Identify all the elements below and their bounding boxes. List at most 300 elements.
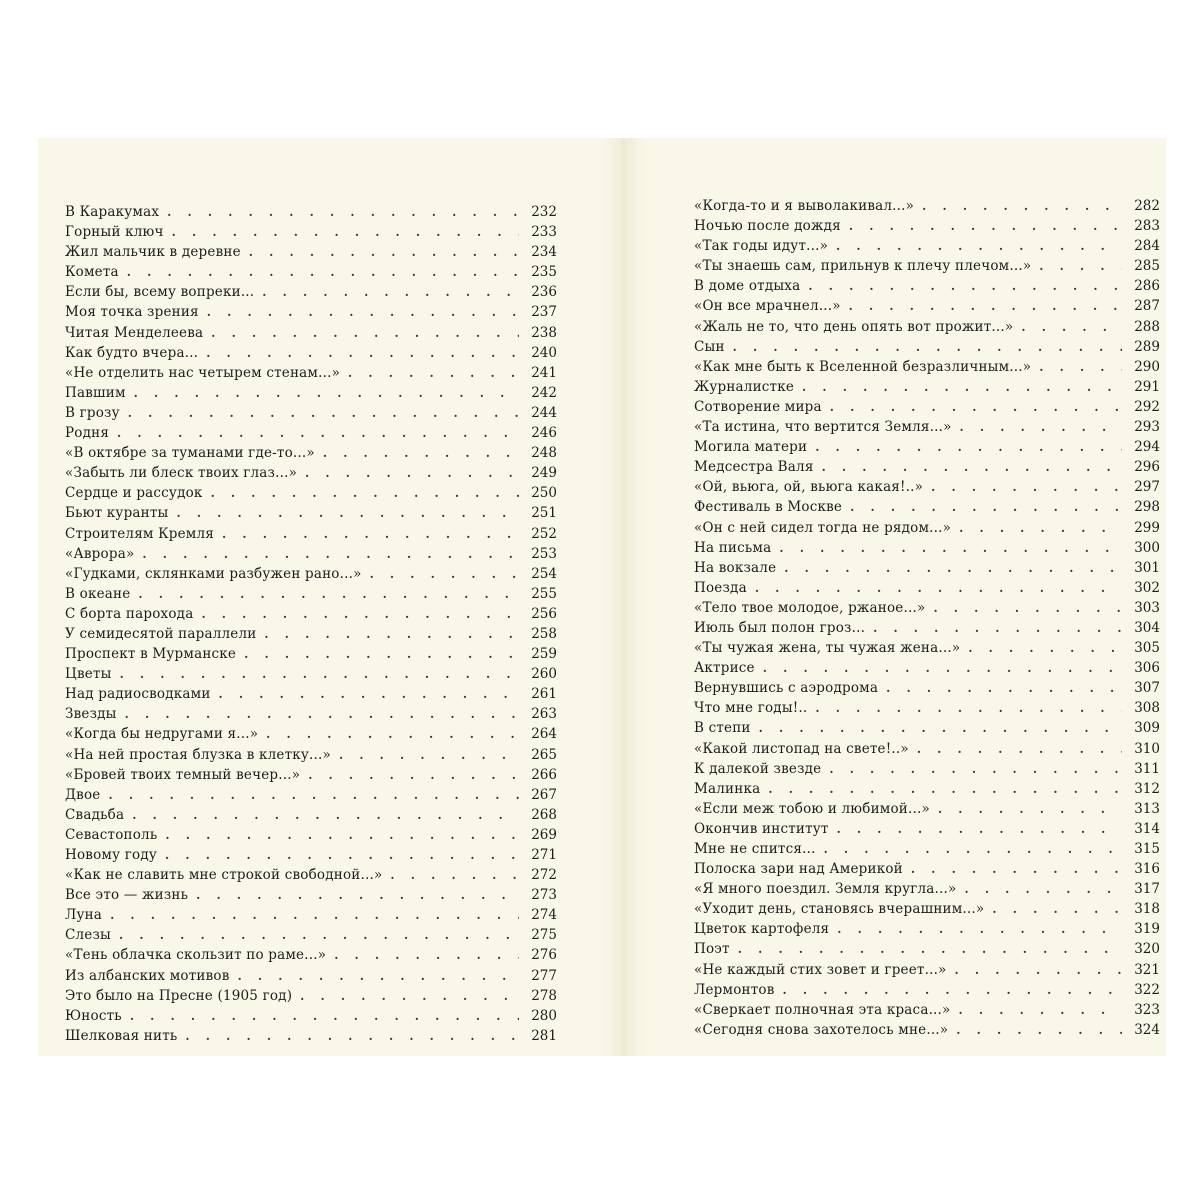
toc-entry <box>694 417 1160 437</box>
entry-page-number: 244 <box>531 404 557 421</box>
entry-page-number: 285 <box>1134 258 1160 275</box>
dot-leader <box>390 865 519 885</box>
entry-title: Над радиосводками <box>65 686 211 703</box>
toc-entry <box>65 785 557 805</box>
toc-entry <box>694 477 1160 497</box>
dot-leader <box>733 337 1122 357</box>
toc-entry <box>694 899 1160 919</box>
dot-leader <box>824 839 1122 859</box>
entry-title: Из албанских мотивов <box>65 967 230 984</box>
entry-title: Цветы <box>65 666 112 683</box>
entry-page-number: 258 <box>531 625 557 642</box>
toc-entry <box>65 986 557 1006</box>
dot-leader <box>763 658 1122 678</box>
entry-title: «Так годы идут...» <box>694 238 829 255</box>
toc-entry <box>694 779 1160 799</box>
toc-entry <box>65 242 557 262</box>
toc-entry <box>65 905 557 925</box>
dot-leader <box>933 598 1122 618</box>
toc-entry <box>694 437 1160 457</box>
dot-leader <box>165 845 519 865</box>
entry-page-number: 307 <box>1134 680 1160 697</box>
toc-entry <box>694 879 1160 899</box>
toc-entry <box>65 684 557 704</box>
toc-entry <box>694 357 1160 377</box>
entry-title: Жил мальчик в деревне <box>65 244 241 261</box>
entry-page-number: 316 <box>1134 861 1160 878</box>
entry-title: «На ней простая блузка в клетку...» <box>65 746 331 763</box>
entry-title: «Сверкает полночная эта краса...» <box>694 1001 951 1018</box>
entry-page-number: 291 <box>1134 378 1160 395</box>
toc-entry <box>65 282 557 302</box>
dot-leader <box>783 980 1122 1000</box>
entry-page-number: 284 <box>1134 238 1160 255</box>
toc-entry <box>65 524 557 544</box>
dot-leader <box>911 859 1122 879</box>
dot-leader <box>755 578 1122 598</box>
table-of-contents-left <box>65 202 557 1046</box>
dot-leader <box>1039 357 1122 377</box>
book-spread <box>38 138 1166 1056</box>
entry-title: «Он все мрачнел...» <box>694 298 841 315</box>
entry-page-number: 318 <box>1134 901 1160 918</box>
toc-entry <box>694 759 1160 779</box>
dot-leader <box>784 558 1122 578</box>
entry-title: К далекой звезде <box>694 760 822 777</box>
dot-leader <box>134 383 519 403</box>
entry-title: Проспект в Мурманске <box>65 646 237 663</box>
entry-page-number: 283 <box>1134 218 1160 235</box>
entry-page-number: 233 <box>531 224 557 241</box>
dot-leader <box>201 604 519 624</box>
entry-page-number: 274 <box>531 907 557 924</box>
entry-page-number: 301 <box>1134 559 1160 576</box>
dot-leader <box>167 202 519 222</box>
dot-leader <box>815 698 1122 718</box>
entry-page-number: 240 <box>531 344 557 361</box>
entry-page-number: 236 <box>531 284 557 301</box>
dot-leader <box>850 497 1122 517</box>
entry-title: Юность <box>65 1007 122 1024</box>
toc-entry <box>65 222 557 242</box>
toc-entry <box>65 805 557 825</box>
entry-page-number: 271 <box>531 847 557 863</box>
dot-leader <box>836 236 1122 256</box>
entry-title: Актрисе <box>694 660 755 677</box>
toc-entry <box>65 664 557 684</box>
dot-leader <box>960 417 1122 437</box>
entry-page-number: 259 <box>531 646 557 663</box>
dot-leader <box>196 885 519 905</box>
entry-page-number: 293 <box>1134 419 1160 436</box>
entry-title: Как будто вчера... <box>65 344 199 361</box>
entry-title: «Ты знаешь сам, прильнув к плечу плечом...» <box>694 258 1032 275</box>
dot-leader <box>759 718 1122 738</box>
toc-entry <box>694 256 1160 276</box>
entry-page-number: 296 <box>1134 459 1160 476</box>
dot-leader <box>117 423 519 443</box>
table-of-contents-right <box>694 196 1160 1040</box>
toc-entry <box>65 925 557 945</box>
entry-page-number: 317 <box>1134 881 1160 898</box>
toc-entry <box>694 678 1160 698</box>
entry-page-number: 273 <box>531 887 557 904</box>
entry-page-number: 313 <box>1134 800 1160 817</box>
entry-page-number: 250 <box>531 485 557 502</box>
toc-entry <box>694 819 1160 839</box>
toc-entry <box>65 383 557 403</box>
dot-leader <box>768 779 1122 799</box>
book-gutter <box>600 138 648 1056</box>
toc-entry <box>694 377 1160 397</box>
toc-entry <box>65 966 557 986</box>
dot-leader <box>219 684 519 704</box>
toc-entry <box>65 544 557 564</box>
dot-leader <box>142 544 519 564</box>
toc-entry <box>65 604 557 624</box>
toc-entry <box>694 518 1160 538</box>
entry-page-number: 280 <box>531 1007 557 1024</box>
dot-leader <box>830 397 1122 417</box>
entry-title: Читая Менделеева <box>65 324 204 341</box>
entry-title: «Та истина, что вертится Земля...» <box>694 419 952 436</box>
dot-leader <box>207 302 519 322</box>
entry-page-number: 303 <box>1134 599 1160 616</box>
toc-entry <box>694 718 1160 738</box>
dot-leader <box>829 759 1122 779</box>
toc-entry <box>65 443 557 463</box>
dot-leader <box>323 443 519 463</box>
toc-entry <box>65 765 557 785</box>
toc-entry <box>694 939 1160 959</box>
entry-page-number: 288 <box>1134 318 1160 335</box>
entry-page-number: 260 <box>531 666 557 683</box>
toc-entry <box>694 216 1160 236</box>
entry-page-number: 272 <box>531 867 557 884</box>
right-page <box>648 138 1166 1056</box>
entry-page-number: 306 <box>1134 660 1160 677</box>
toc-entry <box>694 698 1160 718</box>
entry-title: Полоска зари над Америкой <box>694 861 903 878</box>
entry-title: Мне не спится... <box>694 841 816 857</box>
entry-title: Двое <box>65 786 101 803</box>
toc-entry <box>694 598 1160 618</box>
toc-entry <box>65 262 557 282</box>
entry-title: Июль был полон гроз... <box>694 619 866 636</box>
entry-title: Сердце и рассудок <box>65 485 203 502</box>
entry-title: Бьют куранты <box>65 505 169 522</box>
dot-leader <box>266 724 519 744</box>
entry-title: Свадьба <box>65 806 125 823</box>
entry-page-number: 256 <box>531 605 557 622</box>
entry-page-number: 266 <box>531 766 557 783</box>
entry-page-number: 277 <box>531 967 557 984</box>
entry-page-number: 305 <box>1134 640 1160 657</box>
entry-page-number: 321 <box>1134 961 1160 978</box>
entry-page-number: 269 <box>531 826 557 843</box>
dot-leader <box>305 463 519 483</box>
dot-leader <box>370 564 519 584</box>
entry-title: «Как мне быть к Вселенной безразличным...» <box>694 358 1032 375</box>
entry-title: Севастополь <box>65 826 158 843</box>
left-page <box>38 138 600 1056</box>
toc-entry <box>65 323 557 343</box>
toc-entry <box>65 564 557 584</box>
dot-leader <box>992 899 1122 919</box>
entry-title: «Как не славить мне строкой свободной...» <box>65 867 383 884</box>
entry-page-number: 309 <box>1134 720 1160 737</box>
entry-title: Луна <box>65 907 103 924</box>
dot-leader <box>837 919 1122 939</box>
entry-title: «Бровей твоих темный вечер...» <box>65 766 301 783</box>
entry-page-number: 255 <box>531 585 557 602</box>
entry-title: Горный ключ <box>65 224 164 241</box>
entry-title: «Тело твое молодое, ржаное...» <box>694 599 926 616</box>
entry-page-number: 249 <box>531 465 557 482</box>
toc-entry <box>694 397 1160 417</box>
entry-page-number: 251 <box>531 505 557 522</box>
entry-page-number: 234 <box>531 244 557 261</box>
dot-leader <box>922 196 1122 216</box>
entry-title: Цветок картофеля <box>694 921 830 938</box>
toc-entry <box>694 538 1160 558</box>
dot-leader <box>128 403 519 423</box>
toc-entry <box>65 1026 557 1046</box>
entry-page-number: 310 <box>1134 740 1160 757</box>
dot-leader <box>849 216 1122 236</box>
entry-title: Новому году <box>65 847 158 863</box>
dot-leader <box>779 538 1122 558</box>
entry-title: Ночью после дождя <box>694 218 841 235</box>
toc-entry <box>694 1020 1160 1040</box>
dot-leader <box>802 377 1122 397</box>
entry-title: «Я много поездил. Земля кругла...» <box>694 881 957 898</box>
toc-entry <box>65 202 557 222</box>
toc-entry <box>65 363 557 383</box>
entry-page-number: 300 <box>1134 539 1160 556</box>
entry-title: Вернувшись с аэродрома <box>694 680 879 697</box>
entry-title: «Жаль не то, что день опять вот прожит...» <box>694 318 1014 335</box>
entry-page-number: 246 <box>531 425 557 442</box>
dot-leader <box>931 477 1122 497</box>
entry-title: Если бы, всему вопреки... <box>65 284 255 301</box>
dot-leader <box>917 739 1122 759</box>
entry-title: Комета <box>65 264 119 281</box>
entry-page-number: 324 <box>1134 1021 1160 1038</box>
dot-leader <box>339 745 519 765</box>
toc-entry <box>694 296 1160 316</box>
dot-leader <box>808 276 1122 296</box>
toc-entry <box>694 618 1160 638</box>
entry-title: «Когда-то и я выволакивал...» <box>694 198 915 214</box>
dot-leader <box>264 624 519 644</box>
dot-leader <box>125 704 519 724</box>
entry-title: Павшим <box>65 384 126 401</box>
entry-page-number: 268 <box>531 806 557 823</box>
dot-leader <box>1039 256 1122 276</box>
dot-leader <box>185 1026 519 1046</box>
toc-entry <box>65 644 557 664</box>
toc-entry <box>694 799 1160 819</box>
entry-page-number: 276 <box>531 947 557 964</box>
entry-page-number: 294 <box>1134 439 1160 456</box>
toc-entry <box>65 584 557 604</box>
entry-page-number: 304 <box>1134 619 1160 636</box>
entry-page-number: 281 <box>531 1027 557 1044</box>
entry-page-number: 232 <box>531 204 557 220</box>
toc-entry <box>65 483 557 503</box>
dot-leader <box>120 664 519 684</box>
toc-entry <box>694 558 1160 578</box>
entry-title: Звезды <box>65 706 117 723</box>
dot-leader <box>172 222 519 242</box>
toc-entry <box>694 317 1160 337</box>
toc-entry <box>694 497 1160 517</box>
entry-title: В океане <box>65 585 131 602</box>
entry-page-number: 314 <box>1134 820 1160 837</box>
dot-leader <box>334 945 519 965</box>
toc-entry <box>65 845 557 865</box>
entry-title: «Ты чужая жена, ты чужая жена...» <box>694 640 961 657</box>
entry-title: Окончив институт <box>694 820 829 837</box>
dot-leader <box>955 960 1122 980</box>
toc-entry <box>694 196 1160 216</box>
dot-leader <box>130 1006 519 1026</box>
entry-page-number: 319 <box>1134 921 1160 938</box>
entry-page-number: 248 <box>531 445 557 462</box>
entry-title: «Уходит день, становясь вчерашним...» <box>694 901 985 918</box>
toc-entry <box>65 503 557 523</box>
entry-page-number: 261 <box>531 686 557 703</box>
entry-page-number: 289 <box>1134 338 1160 355</box>
entry-page-number: 265 <box>531 746 557 763</box>
dot-leader <box>110 905 519 925</box>
entry-title: С борта парохода <box>65 605 194 622</box>
entry-page-number: 237 <box>531 304 557 321</box>
dot-leader <box>348 363 519 383</box>
toc-entry <box>694 980 1160 1000</box>
entry-title: Что мне годы!.. <box>694 700 808 717</box>
entry-title: На вокзале <box>694 559 777 576</box>
entry-title: Поэт <box>694 941 730 958</box>
entry-page-number: 252 <box>531 525 557 542</box>
entry-title: «Тень облачка скользит по раме...» <box>65 947 327 964</box>
dot-leader <box>127 262 519 282</box>
dot-leader <box>249 242 519 262</box>
dot-leader <box>738 939 1122 959</box>
entry-page-number: 290 <box>1134 358 1160 375</box>
entry-page-number: 299 <box>1134 519 1160 536</box>
entry-title: «Не каждый стих зовет и греет...» <box>694 961 947 978</box>
entry-title: Моя точка зрения <box>65 304 199 321</box>
dot-leader <box>837 819 1122 839</box>
entry-page-number: 238 <box>531 324 557 341</box>
toc-entry <box>694 236 1160 256</box>
entry-title: «Забыть ли блеск твоих глаз...» <box>65 465 298 482</box>
dot-leader <box>968 638 1122 658</box>
entry-title: Сотворение мира <box>694 398 822 415</box>
toc-entry <box>694 276 1160 296</box>
toc-entry <box>694 337 1160 357</box>
entry-title: Лермонтов <box>694 981 775 998</box>
entry-title: «Аврора» <box>65 545 135 562</box>
entry-page-number: 292 <box>1134 398 1160 415</box>
dot-leader <box>238 966 519 986</box>
toc-entry <box>65 825 557 845</box>
dot-leader <box>176 503 519 523</box>
dot-leader <box>138 584 519 604</box>
toc-entry <box>65 423 557 443</box>
toc-entry <box>65 343 557 363</box>
dot-leader <box>211 323 519 343</box>
entry-title: Шелковая нить <box>65 1027 178 1044</box>
entry-page-number: 297 <box>1134 479 1160 496</box>
entry-title: «Не отделить нас четырем стенам...» <box>65 364 341 381</box>
entry-title: В доме отдыха <box>694 278 801 295</box>
toc-entry <box>694 859 1160 879</box>
entry-title: Сын <box>694 338 725 355</box>
entry-page-number: 312 <box>1134 780 1160 797</box>
toc-entry <box>65 885 557 905</box>
toc-entry <box>694 919 1160 939</box>
entry-title: «Сегодня снова захотелось мне...» <box>694 1021 949 1038</box>
dot-leader <box>1021 317 1122 337</box>
toc-entry <box>65 624 557 644</box>
toc-entry <box>694 1000 1160 1020</box>
entry-title: На письма <box>694 539 772 556</box>
entry-page-number: 278 <box>531 987 557 1004</box>
entry-title: Все это — жизнь <box>65 887 189 904</box>
entry-title: Журналистке <box>694 378 795 395</box>
entry-title: Слезы <box>65 927 112 944</box>
entry-title: Это было на Пресне (1905 год) <box>65 987 293 1004</box>
toc-entry <box>65 463 557 483</box>
entry-page-number: 286 <box>1134 278 1160 295</box>
toc-entry <box>694 739 1160 759</box>
dot-leader <box>964 879 1122 899</box>
dot-leader <box>300 986 519 1006</box>
entry-title: «В октябре за туманами где-то...» <box>65 445 315 462</box>
toc-entry <box>694 457 1160 477</box>
entry-page-number: 267 <box>531 786 557 803</box>
entry-title: Родня <box>65 425 110 442</box>
dot-leader <box>206 343 519 363</box>
entry-page-number: 302 <box>1134 579 1160 596</box>
entry-title: Медсестра Валя <box>694 459 814 476</box>
entry-page-number: 263 <box>531 706 557 723</box>
dot-leader <box>132 805 519 825</box>
entry-title: Поезда <box>694 579 747 596</box>
entry-page-number: 323 <box>1134 1001 1160 1018</box>
toc-entry <box>65 403 557 423</box>
toc-entry <box>694 658 1160 678</box>
entry-title: Фестиваль в Москве <box>694 499 843 516</box>
dot-leader <box>822 457 1122 477</box>
toc-entry <box>65 865 557 885</box>
entry-title: «Если меж тобою и любимой...» <box>694 800 930 817</box>
entry-page-number: 253 <box>531 545 557 562</box>
entry-page-number: 235 <box>531 264 557 281</box>
toc-entry <box>65 302 557 322</box>
dot-leader <box>873 618 1122 638</box>
entry-page-number: 298 <box>1134 499 1160 516</box>
entry-page-number: 242 <box>531 384 557 401</box>
entry-title: «Когда бы недругами я...» <box>65 726 259 743</box>
dot-leader <box>211 483 519 503</box>
entry-title: «Он с ней сидел тогда не рядом...» <box>694 519 952 536</box>
entry-title: «Ой, вьюга, ой, вьюга какая!..» <box>694 479 924 496</box>
toc-entry <box>65 745 557 765</box>
